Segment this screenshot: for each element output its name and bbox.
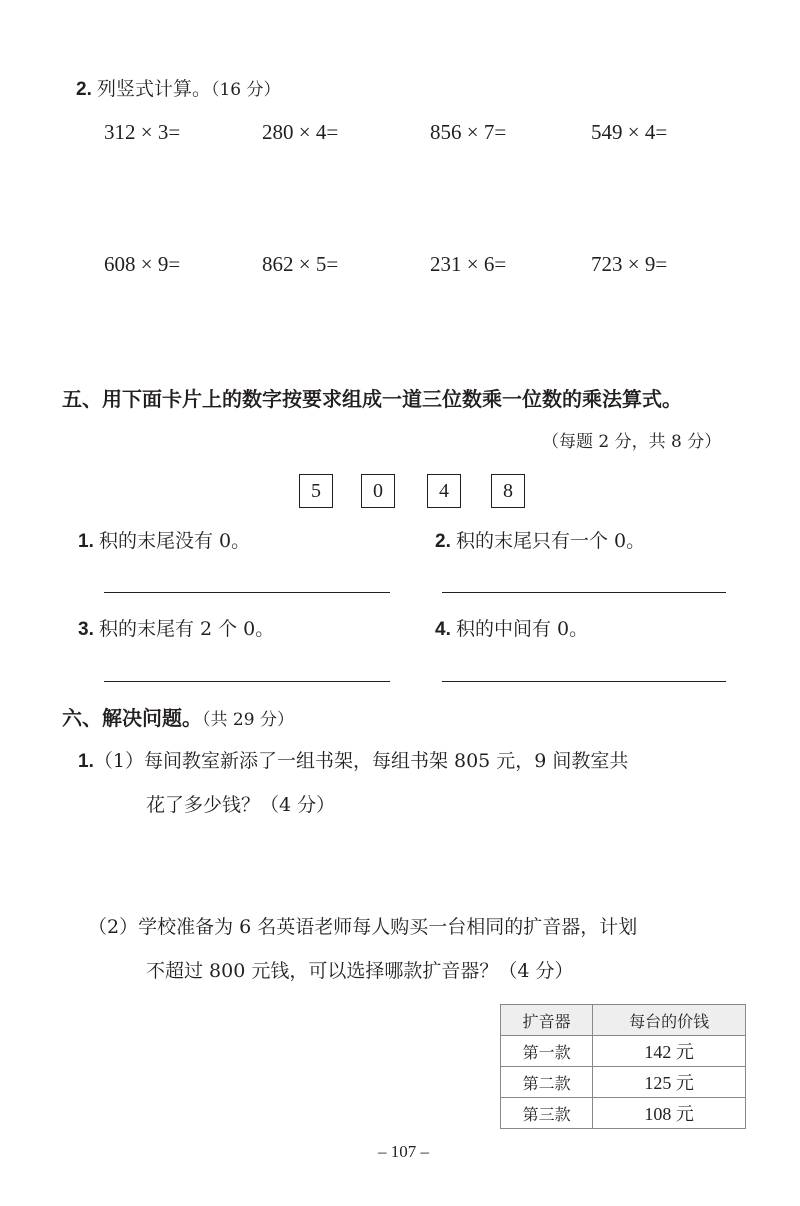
page-number: – 107 – (378, 1142, 429, 1161)
section6-title: 六、解决问题。 (62, 706, 202, 730)
s5-item-text: 积的中间有 0。 (455, 618, 589, 640)
s5-item-number: 3. (78, 619, 94, 640)
s6-q1-sub2-label: （2） (88, 916, 139, 938)
s6-q1-line1 (78, 746, 628, 773)
s6-q1-sub1-text: 每间教室新添了一组书架，每组书架 805 元，9 间教室共 (143, 750, 629, 772)
s6-q1-sub1-line2: 花了多少钱？（4 分） (146, 794, 336, 816)
answer-line[interactable] (442, 681, 726, 682)
equation: 280 × 4= (262, 120, 339, 144)
s6-q1-sub2-line1 (88, 912, 637, 939)
section5-title: 五、用下面卡片上的数字按要求组成一道三位数乘一位数的乘法算式。 (62, 387, 682, 411)
equation: 312 × 3= (104, 120, 181, 144)
equation: 862 × 5= (262, 252, 339, 276)
table-header-row (501, 1005, 746, 1036)
table-cell: 第三款 (501, 1098, 593, 1129)
digit-card: 4 (427, 474, 461, 508)
equation: 231 × 6= (430, 252, 507, 276)
q2-points: （16 分） (210, 80, 281, 100)
q2-number: 2. (76, 79, 92, 100)
section6-points: （共 29 分） (202, 710, 294, 730)
table-cell: 125 元 (593, 1067, 746, 1098)
table-cell: 108 元 (593, 1098, 746, 1129)
equation: 723 × 9= (591, 252, 668, 276)
s5-item-text: 积的末尾有 2 个 0。 (98, 618, 275, 640)
s5-item-4 (435, 614, 588, 641)
table-row (501, 1036, 746, 1067)
answer-line[interactable] (442, 592, 726, 593)
table-row (501, 1067, 746, 1098)
s5-item-number: 4. (435, 619, 451, 640)
equation: 549 × 4= (591, 120, 668, 144)
table-cell: 第二款 (501, 1067, 593, 1098)
section6-heading (62, 702, 294, 731)
q2-title: 列竖式计算。 (96, 78, 211, 100)
s5-item-number: 2. (435, 531, 451, 552)
answer-line[interactable] (104, 592, 390, 593)
price-table (500, 1004, 746, 1129)
equation: 856 × 7= (430, 120, 507, 144)
s5-item-text: 积的末尾没有 0。 (98, 530, 251, 552)
table-cell: 142 元 (593, 1036, 746, 1067)
table-header: 扩音器 (501, 1005, 593, 1036)
digit-card: 0 (361, 474, 395, 508)
table-header: 每台的价钱 (593, 1005, 746, 1036)
section5-points: （每题 2 分，共 8 分） (542, 432, 722, 452)
table-row (501, 1098, 746, 1129)
s5-item-2 (435, 526, 645, 553)
s6-q1-sub1-label: （1） (93, 750, 144, 772)
digit-card: 8 (491, 474, 525, 508)
s5-item-number: 1. (78, 531, 94, 552)
s6-q1-number: 1. (78, 751, 94, 772)
s5-item-3 (78, 614, 274, 641)
equation: 608 × 9= (104, 252, 181, 276)
table-cell: 第一款 (501, 1036, 593, 1067)
digit-card: 5 (299, 474, 333, 508)
answer-line[interactable] (104, 681, 390, 682)
s5-item-text: 积的末尾只有一个 0。 (455, 530, 646, 552)
s6-q1-sub2-line2: 不超过 800 元钱，可以选择哪款扩音器？（4 分） (146, 960, 574, 982)
s6-q1-sub2-text: 学校准备为 6 名英语老师每人购买一台相同的扩音器，计划 (138, 916, 638, 938)
s5-item-1 (78, 526, 250, 553)
q2-heading (76, 74, 281, 101)
